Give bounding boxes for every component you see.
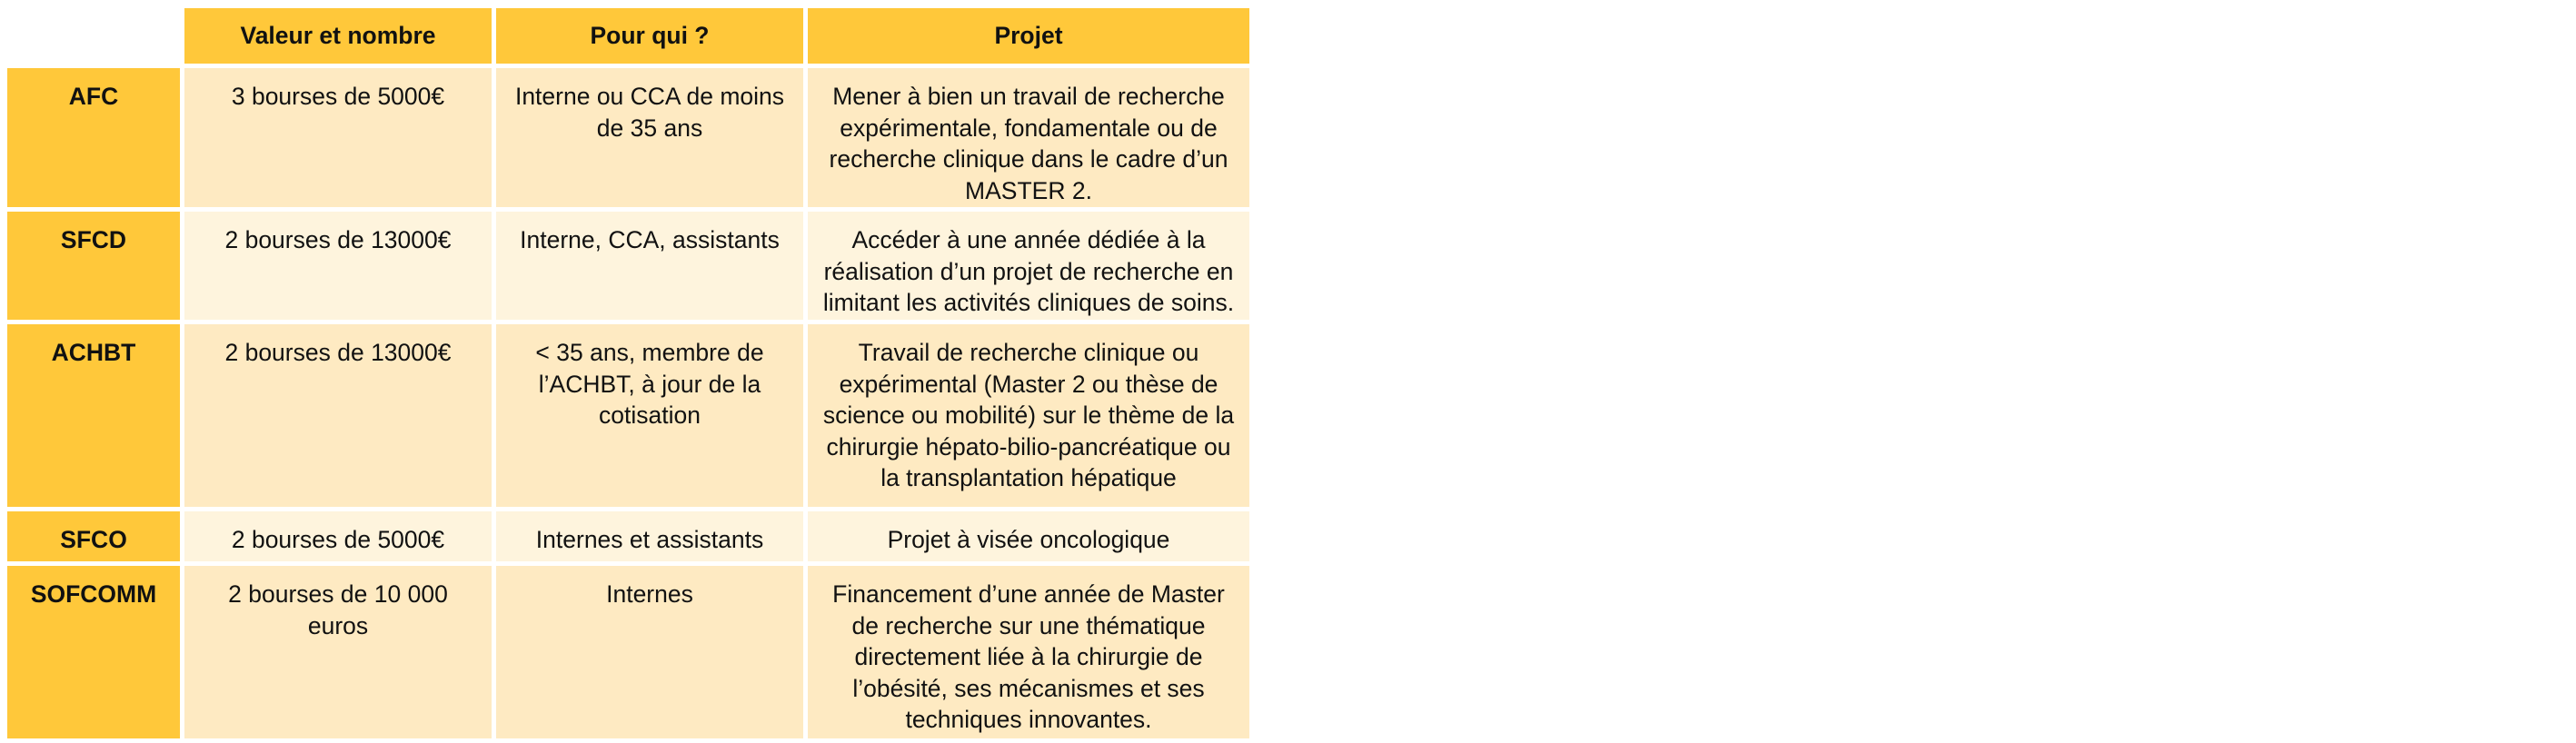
cell-projet: [808, 511, 1249, 561]
cell-projet-text: Accéder à une année dédiée à la réalisation d’un projet de recherche en limitant les activités cliniques de soins.: [822, 226, 1235, 316]
cell-valeur: [184, 212, 492, 320]
cell-valeur-text: 2 bourses de 13000€: [224, 226, 452, 253]
cell-pour-qui-text: < 35 ans, membre de l’ACHBT, à jour de la cotisation: [535, 339, 764, 429]
cell-pour-qui: [496, 511, 803, 561]
cell-pour-qui: [496, 566, 803, 738]
cell-valeur-text: 2 bourses de 13000€: [224, 339, 452, 366]
cell-projet: [808, 324, 1249, 507]
table-corner-cell: [7, 8, 180, 64]
cell-pour-qui-text: Interne ou CCA de moins de 35 ans: [514, 83, 785, 142]
row-header-sfcd: SFCD: [7, 212, 180, 320]
cell-valeur-text: 2 bourses de 5000€: [231, 526, 445, 553]
cell-valeur-text: 2 bourses de 10 000 euros: [228, 580, 448, 639]
header-projet: Projet: [808, 8, 1249, 64]
cell-projet-text: Financement d’une année de Master de recherche sur une thématique directement liée à la chirurgie de l’obésité, ses mécanismes et ses techniques innovantes.: [832, 580, 1225, 733]
cell-projet-text: Projet à visée oncologique: [887, 526, 1170, 553]
cell-valeur: [184, 566, 492, 738]
table-header-row: [7, 8, 1249, 64]
cell-pour-qui: [496, 68, 803, 207]
row-header-sofcomm: SOFCOMM: [7, 566, 180, 738]
bourses-table-container: [7, 8, 1249, 738]
header-valeur: Valeur et nombre: [184, 8, 492, 64]
cell-pour-qui: [496, 324, 803, 507]
cell-projet-text: Mener à bien un travail de recherche expérimentale, fondamentale ou de recherche clinique dans le cadre d’un MASTER 2.: [829, 83, 1228, 204]
table-row: [7, 566, 1249, 738]
cell-pour-qui-text: Internes: [606, 580, 693, 608]
cell-valeur: [184, 324, 492, 507]
table-row: [7, 511, 1249, 561]
row-header-afc: AFC: [7, 68, 180, 207]
cell-projet: [808, 566, 1249, 738]
table-row: [7, 212, 1249, 320]
cell-pour-qui-text: Interne, CCA, assistants: [520, 226, 780, 253]
row-header-sfco: SFCO: [7, 511, 180, 561]
cell-valeur-text: 3 bourses de 5000€: [231, 83, 445, 110]
table-row: [7, 68, 1249, 207]
table-row: [7, 324, 1249, 507]
row-header-achbt: ACHBT: [7, 324, 180, 507]
cell-valeur: [184, 68, 492, 207]
cell-projet-text: Travail de recherche clinique ou expérimental (Master 2 ou thèse de science ou mobilité) sur le thème de la chirurgie hépato-bilio-pancréatique ou la transplantation hépatique: [822, 339, 1235, 491]
cell-pour-qui-text: Internes et assistants: [535, 526, 764, 553]
cell-valeur: [184, 511, 492, 561]
header-pour-qui: Pour qui ?: [496, 8, 803, 64]
cell-pour-qui: [496, 212, 803, 320]
cell-projet: [808, 212, 1249, 320]
cell-projet: [808, 68, 1249, 207]
bourses-table: [3, 4, 1254, 743]
